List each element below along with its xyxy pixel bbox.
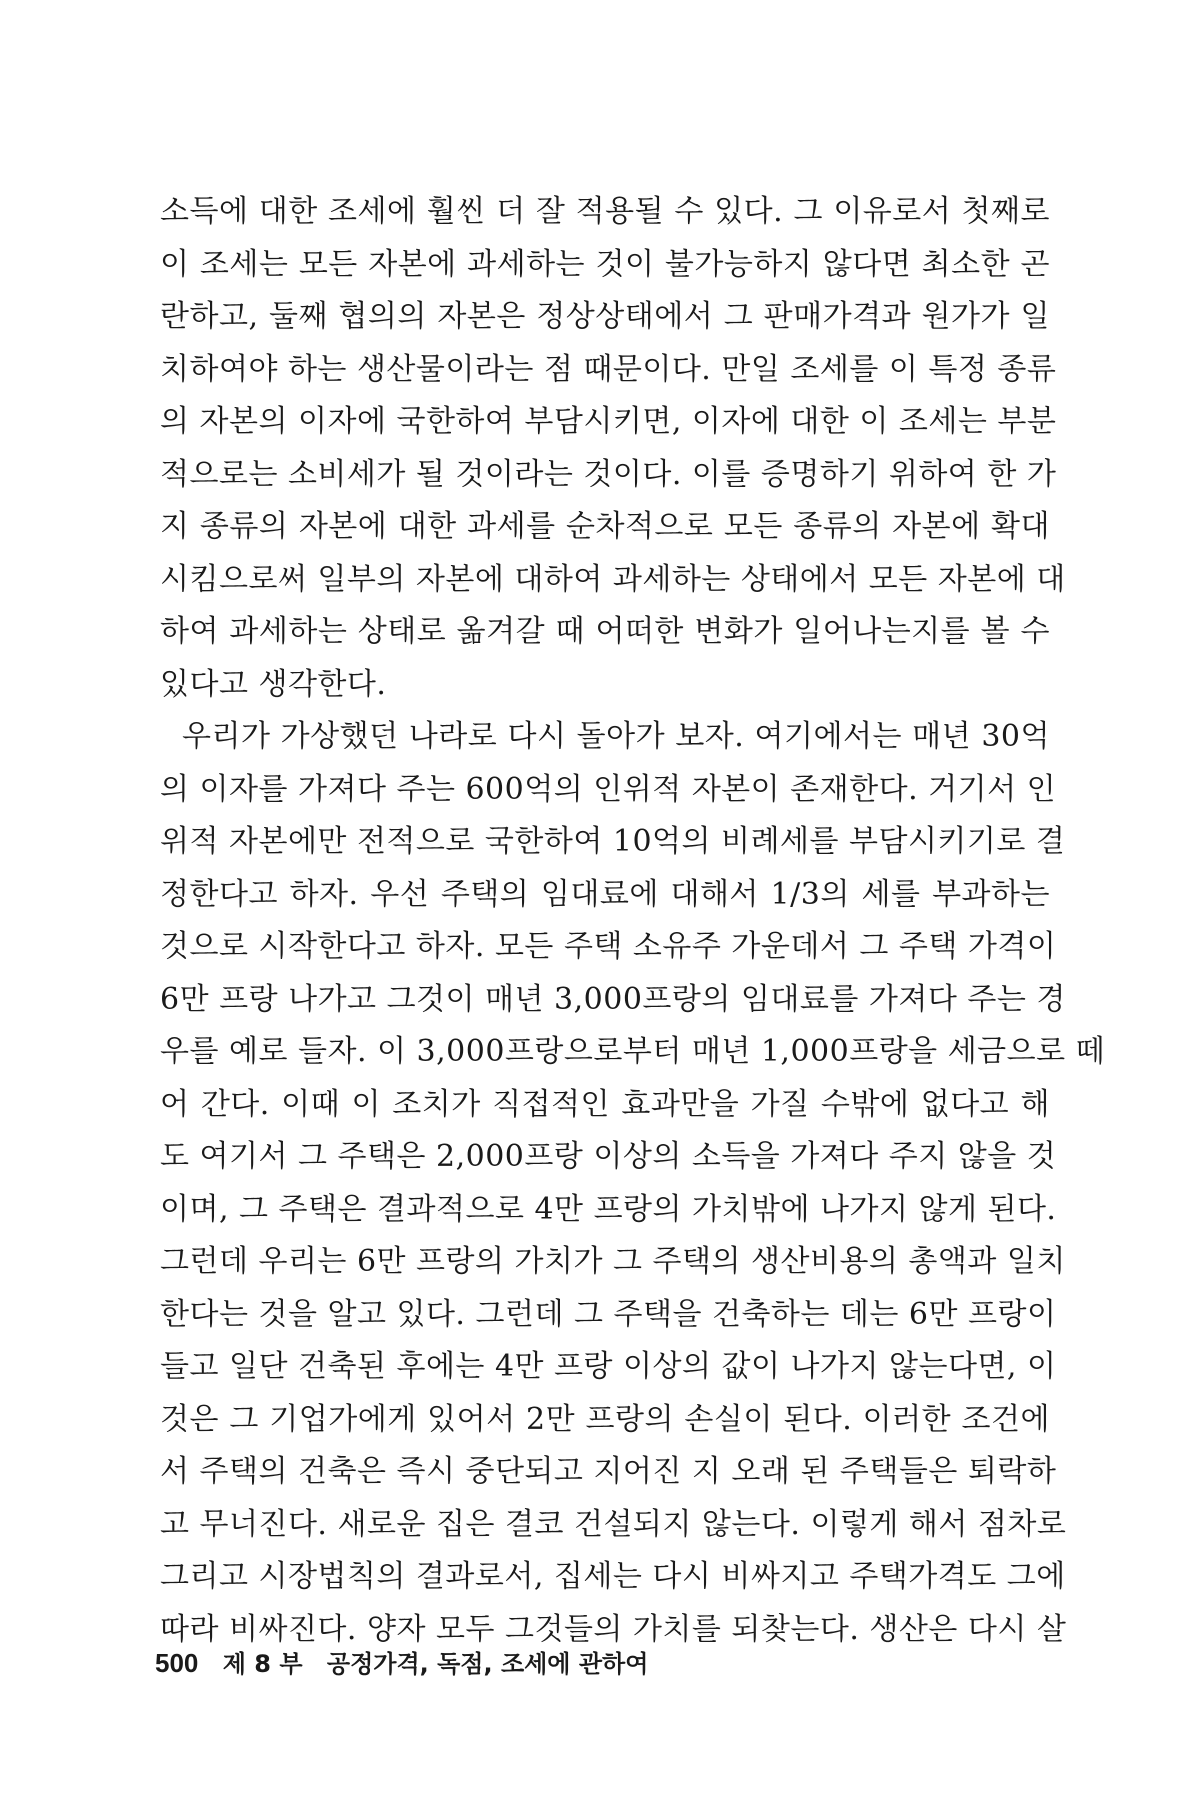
text-line: 치하여야 하는 생산물이라는 점 때문이다. 만일 조세를 이 특정 종류: [160, 351, 1057, 387]
text-line: 도 여기서 그 주택은 2,000프랑 이상의 소득을 가져다 주지 않을 것: [160, 1139, 1057, 1174]
text-line: 서 주택의 건축은 즉시 중단되고 지어진 지 오래 된 주택들은 퇴락하: [160, 1454, 1057, 1489]
text-line: 그런데 우리는 6만 프랑의 가치가 그 주택의 생산비용의 총액과 일치: [160, 1244, 1066, 1279]
text-line: 우를 예로 들자. 이 3,000프랑으로부터 매년 1,000프랑을 세금으로 떼: [160, 1034, 1106, 1069]
part-label: 제 8 부: [222, 1650, 303, 1678]
text-line: 이 조세는 모든 자본에 과세하는 것이 불가능하지 않다면 최소한 곤: [160, 246, 1050, 282]
text-line: 어 간다. 이때 이 조치가 직접적인 효과만을 가질 수밖에 없다고 해: [160, 1086, 1050, 1122]
text-line: 한다는 것을 알고 있다. 그런데 그 주택을 건축하는 데는 6만 프랑이: [160, 1296, 1057, 1332]
text-line: 정한다고 하자. 우선 주택의 임대료에 대해서 1/3의 세를 부과하는: [160, 876, 1050, 912]
text-line: 소득에 대한 조세에 훨씬 더 잘 적용될 수 있다. 그 이유로서 첫째로: [160, 194, 1050, 229]
text-line: 의 자본의 이자에 국한하여 부담시키면, 이자에 대한 이 조세는 부분: [160, 404, 1057, 439]
text-line: 있다고 생각한다.: [160, 666, 387, 702]
text-line: 그리고 시장법칙의 결과로서, 집세는 다시 비싸지고 주택가격도 그에: [160, 1559, 1066, 1594]
text-line: 따라 비싸진다. 양자 모두 그것들의 가치를 되찾는다. 생산은 다시 살: [160, 1611, 1067, 1647]
text-line: 고 무너진다. 새로운 집은 결코 건설되지 않는다. 이렇게 해서 점차로: [160, 1506, 1067, 1542]
text-line: 것은 그 기업가에게 있어서 2만 프랑의 손실이 된다. 이러한 조건에: [160, 1401, 1050, 1437]
body-text: [160, 186, 1106, 1656]
chapter-title: 공정가격, 독점, 조세에 관하여: [326, 1650, 649, 1678]
text-line: 시킴으로써 일부의 자본에 대하여 과세하는 상태에서 모든 자본에 대: [160, 561, 1066, 597]
text-line: 들고 일단 건축된 후에는 4만 프랑 이상의 값이 나가지 않는다면, 이: [160, 1349, 1057, 1384]
page-number: 500: [155, 1648, 199, 1678]
text-line: 지 종류의 자본에 대한 과세를 순차적으로 모든 종류의 자본에 확대: [160, 509, 1050, 544]
page-footer: [155, 1644, 664, 1679]
text-line: 이며, 그 주택은 결과적으로 4만 프랑의 가치밖에 나가지 않게 된다.: [160, 1191, 1057, 1227]
text-line: 하여 과세하는 상태로 옮겨갈 때 어떠한 변화가 일어나는지를 볼 수: [160, 614, 1050, 649]
text-line: 적으로는 소비세가 될 것이라는 것이다. 이를 증명하기 위하여 한 가: [160, 456, 1057, 492]
text-line: 6만 프랑 나가고 그것이 매년 3,000프랑의 임대료를 가져다 주는 경: [160, 981, 1066, 1017]
text-line: 것으로 시작한다고 하자. 모든 주택 소유주 가운데서 그 주택 가격이: [160, 929, 1057, 964]
text-line: 위적 자본에만 전적으로 국한하여 10억의 비례세를 부담시키기로 결: [160, 824, 1066, 859]
text-line: 란하고, 둘째 협의의 자본은 정상상태에서 그 판매가격과 원가가 일: [160, 299, 1050, 334]
text-line: 의 이자를 가져다 주는 600억의 인위적 자본이 존재한다. 거기서 인: [160, 771, 1057, 807]
text-line: 우리가 가상했던 나라로 다시 돌아가 보자. 여기에서는 매년 30억: [182, 719, 1050, 754]
